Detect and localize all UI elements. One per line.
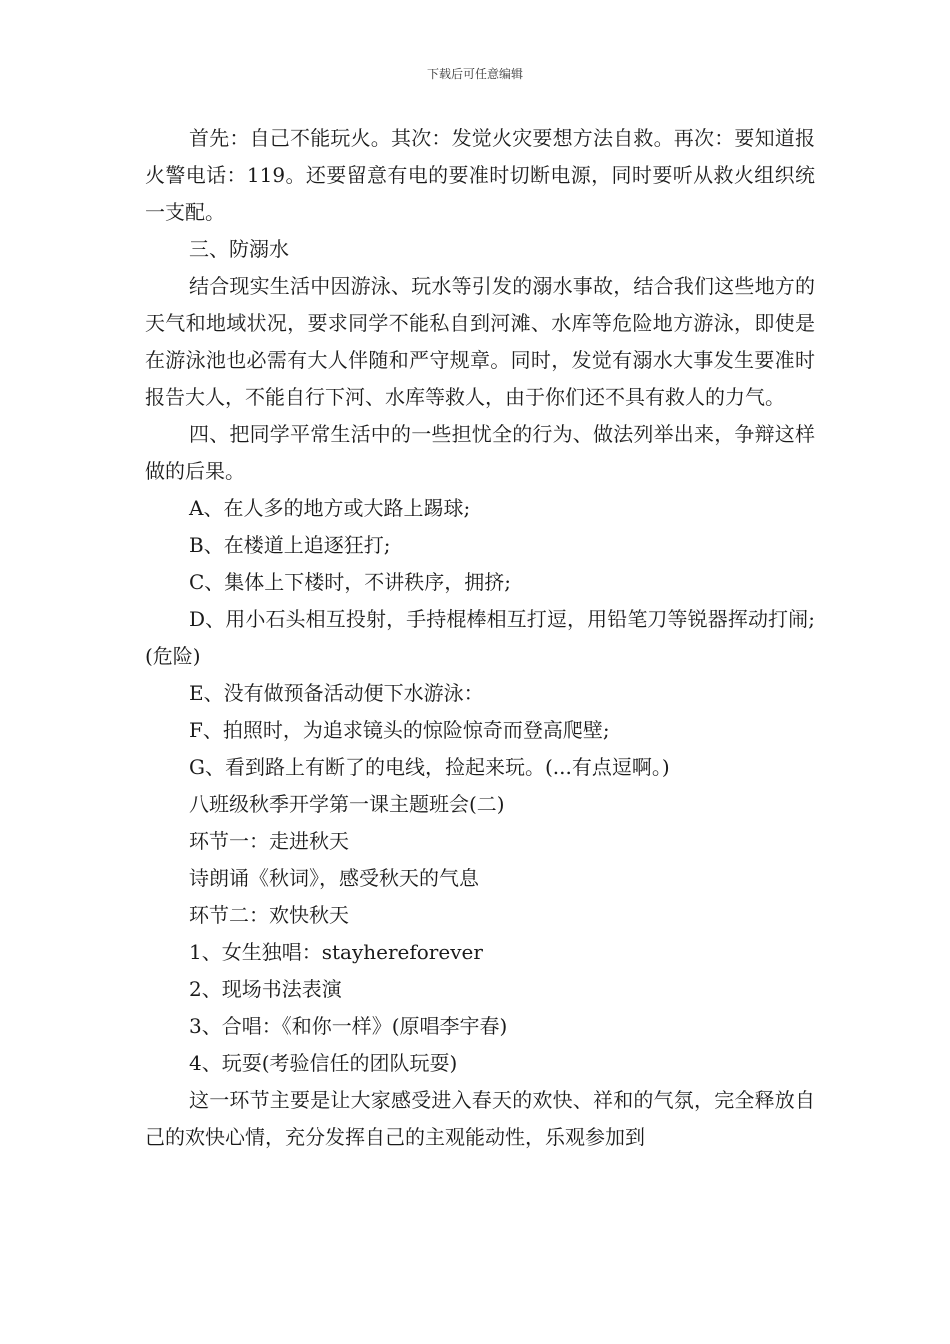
- list-item-g: G、看到路上有断了的电线，捡起来玩。(...有点逗啊。): [189, 755, 670, 779]
- section-heading-unsafe-behaviors: 四、把同学平常生活中的一些担忧全的行为、做法列举出来，争辩这样做的后果。: [145, 422, 815, 483]
- list-item-c: C、集体上下楼时，不讲秩序，拥挤;: [189, 570, 512, 594]
- paragraph-drowning: 结合现实生活中因游泳、玩水等引发的溺水事故，结合我们这些地方的天气和地域状况，要求同学不能私自到河滩、水库等危险地方游泳，即使是在游泳池也必需有大人伴随和严守规章。同时，发觉有溺水大事发生要准时报告大人，不能自行下河、水库等救人，由于你们还不具有救人的力气。: [145, 274, 815, 409]
- page-header: 下载后可任意编辑: [426, 67, 523, 81]
- program-item-3: 3、合唱：《和你一样》(原唱李宇春): [189, 1014, 508, 1038]
- list-item-b: B、在楼道上追逐狂打;: [189, 533, 391, 557]
- paragraph-fire-safety: 首先：自己不能玩火。其次：发觉火灾要想方法自救。再次：要知道报火警电话：119。还要留意有电的要准时切断电源，同时要听从救火组织统一支配。: [145, 126, 815, 224]
- list-item-f: F、拍照时，为追求镜头的惊险惊奇而登高爬壁;: [189, 718, 610, 742]
- section-title-class-meeting: 八班级秋季开学第一课主题班会(二): [189, 792, 505, 816]
- paragraph-segment-summary: 这一环节主要是让大家感受进入春天的欢快、祥和的气氛，完全释放自己的欢快心情，充分发挥自己的主观能动性，乐观参加到: [145, 1088, 815, 1149]
- document-body: [145, 120, 815, 1156]
- list-item-d: D、用小石头相互投射，手持棍棒相互打逗，用铅笔刀等锐器挥动打闹;(危险): [145, 607, 815, 668]
- program-item-2: 2、现场书法表演: [189, 977, 342, 1001]
- segment-one-heading: 环节一：走进秋天: [189, 829, 349, 853]
- segment-one-poem: 诗朗诵《秋词》，感受秋天的气息: [189, 866, 479, 890]
- list-item-a: A、在人多的地方或大路上踢球;: [189, 496, 471, 520]
- segment-two-heading: 环节二：欢快秋天: [189, 903, 349, 927]
- list-item-e: E、没有做预备活动便下水游泳：: [189, 681, 484, 705]
- program-item-4: 4、玩耍(考验信任的团队玩耍): [189, 1051, 458, 1075]
- section-heading-drowning: 三、防溺水: [189, 237, 289, 261]
- program-item-1: 1、女生独唱：stayhereforever: [189, 940, 483, 964]
